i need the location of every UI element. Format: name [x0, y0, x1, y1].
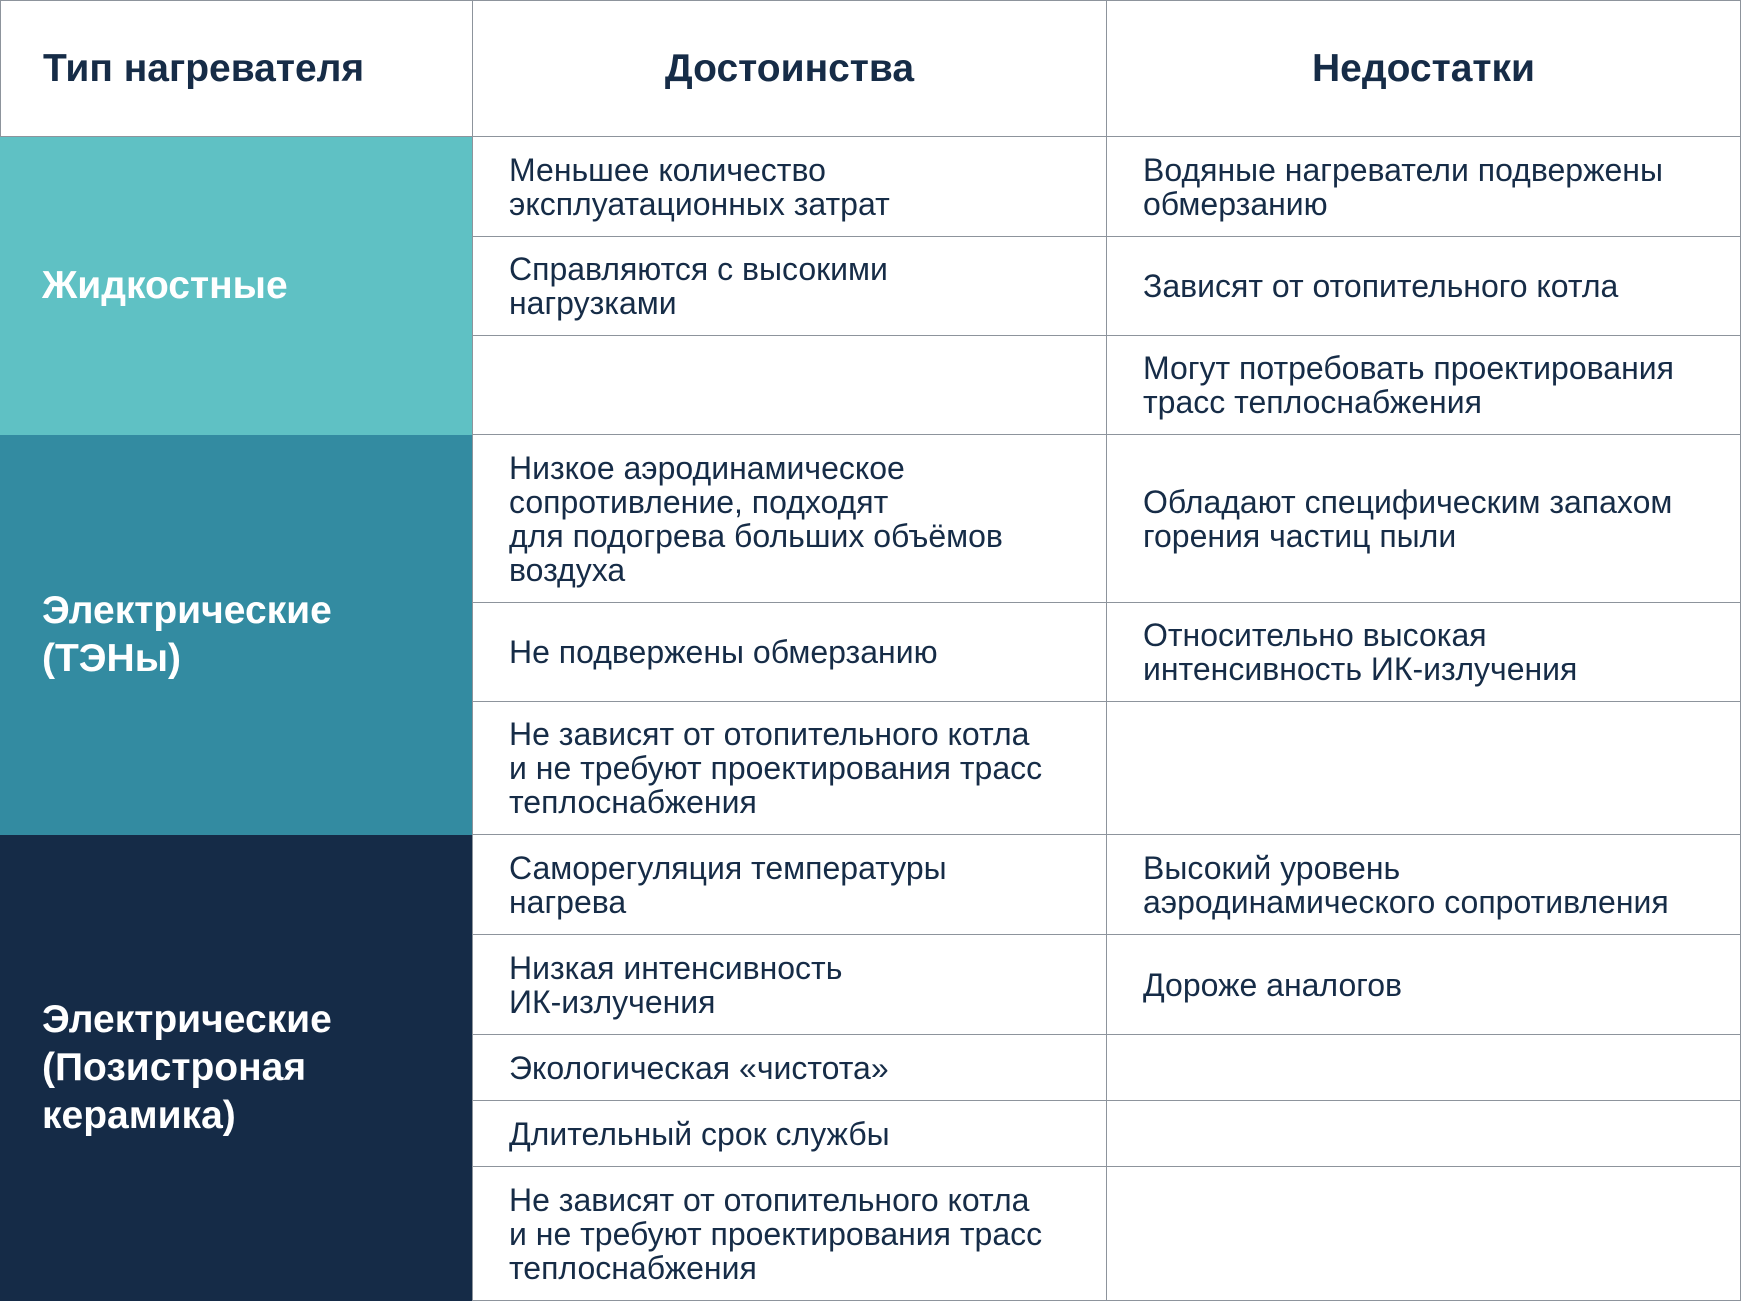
- advantage-cell: Не зависят от отопительного котла и не требуют проектирования трасс теплоснабжения: [473, 702, 1107, 835]
- disadvantage-cell: [1107, 1167, 1741, 1301]
- header-heater-type: Тип нагревателя: [0, 0, 473, 137]
- disadvantage-cell: Могут потребовать проектирования трасс теплоснабжения: [1107, 336, 1741, 435]
- group-electric-ceramic: Электрические (Позистроная керамика): [0, 835, 473, 1301]
- disadvantage-cell: Обладают специфическим запахом горения частиц пыли: [1107, 435, 1741, 603]
- advantage-cell: Низкая интенсивность ИК-излучения: [473, 935, 1107, 1035]
- disadvantage-cell: [1107, 1035, 1741, 1101]
- advantage-cell: [473, 336, 1107, 435]
- group-electric-ten: Электрические (ТЭНы): [0, 435, 473, 835]
- header-advantages: Достоинства: [473, 0, 1107, 137]
- advantage-cell: Не зависят от отопительного котла и не требуют проектирования трасс теплоснабжения: [473, 1167, 1107, 1301]
- disadvantage-cell: [1107, 1101, 1741, 1167]
- advantage-cell: Низкое аэродинамическое сопротивление, подходят для подогрева больших объёмов воздуха: [473, 435, 1107, 603]
- advantage-cell: Длительный срок службы: [473, 1101, 1107, 1167]
- disadvantage-cell: [1107, 702, 1741, 835]
- advantage-cell: Саморегуляция температуры нагрева: [473, 835, 1107, 935]
- header-disadvantages: Недостатки: [1107, 0, 1741, 137]
- disadvantage-cell: Относительно высокая интенсивность ИК-излучения: [1107, 603, 1741, 702]
- disadvantage-cell: Водяные нагреватели подвержены обмерзанию: [1107, 137, 1741, 237]
- advantage-cell: Справляются с высокими нагрузками: [473, 237, 1107, 336]
- disadvantage-cell: Дороже аналогов: [1107, 935, 1741, 1035]
- disadvantage-cell: Зависят от отопительного котла: [1107, 237, 1741, 336]
- advantage-cell: Не подвержены обмерзанию: [473, 603, 1107, 702]
- disadvantage-cell: Высокий уровень аэродинамического сопротивления: [1107, 835, 1741, 935]
- group-liquid: Жидкостные: [0, 137, 473, 435]
- advantage-cell: Экологическая «чистота»: [473, 1035, 1107, 1101]
- advantage-cell: Меньшее количество эксплуатационных затрат: [473, 137, 1107, 237]
